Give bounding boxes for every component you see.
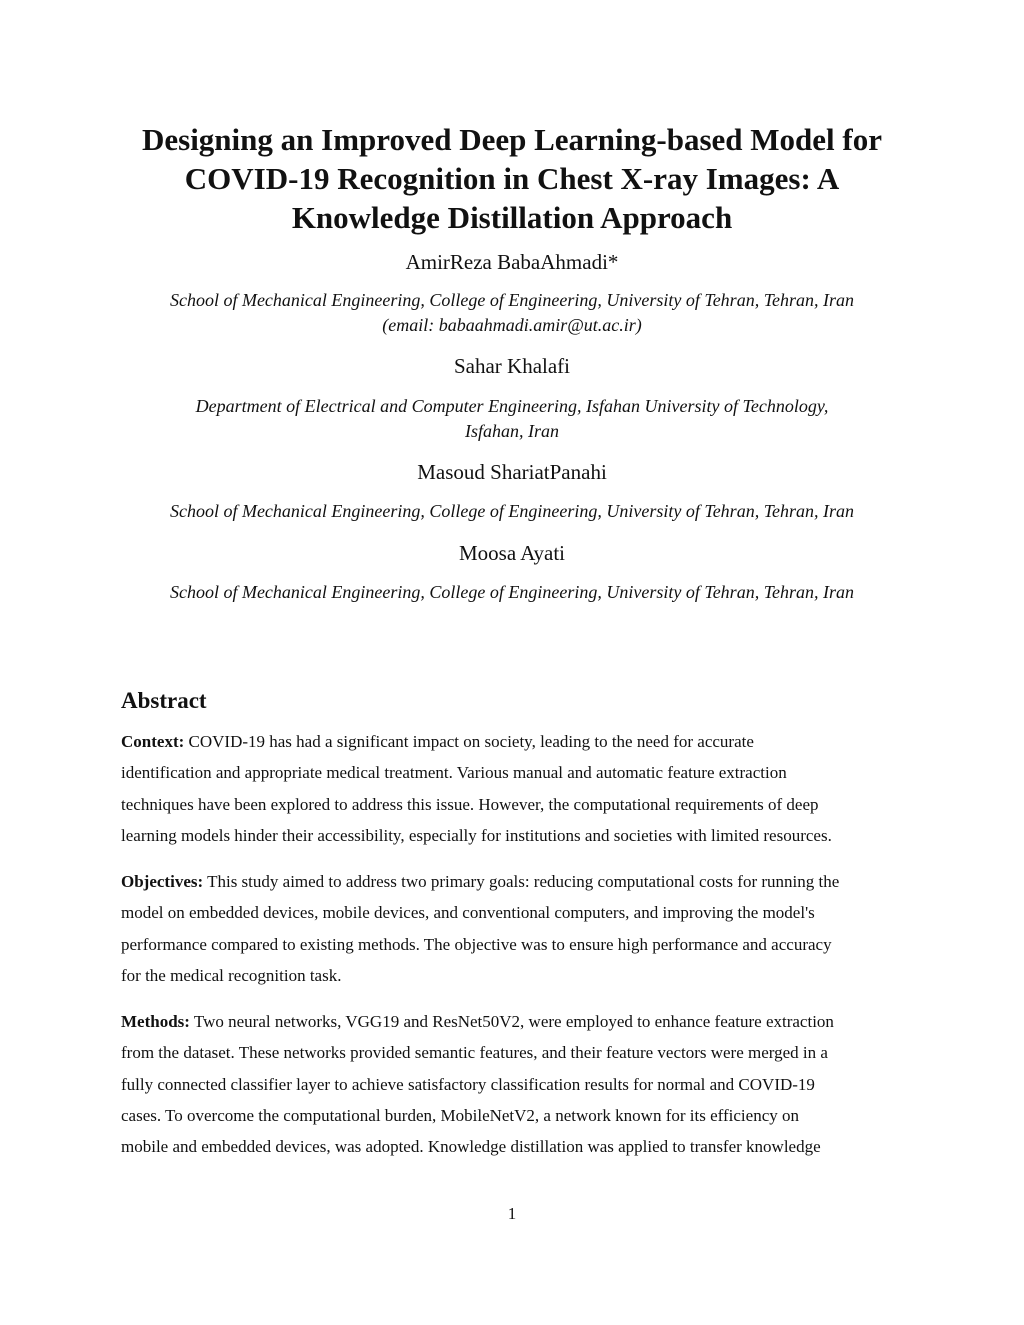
paragraph-line: learning models hinder their accessibility, especially for institutions and societies with limited resources. [121, 825, 832, 845]
line-text: COVID-19 has had a significant impact on society, leading to the need for accurate [184, 732, 754, 751]
page-number: 1 [507, 1204, 517, 1223]
section-label: Objectives: [121, 872, 204, 891]
section-label: Methods: [121, 1012, 190, 1031]
paragraph-line: performance compared to existing methods. The objective was to ensure high performance and accuracy [121, 934, 832, 954]
paragraph-line [121, 866, 911, 897]
paragraph-line: cases. To overcome the computational burden, MobileNetV2, a network known for its efficiency on [121, 1105, 799, 1125]
affiliation-line: Department of Electrical and Computer Engineering, Isfahan University of Technology, [195, 396, 829, 416]
affiliation-line: Isfahan, Iran [465, 421, 559, 441]
paragraph-line: model on embedded devices, mobile devices, and conventional computers, and improving the model's [121, 903, 815, 923]
paragraph-line: identification and appropriate medical treatment. Various manual and automatic feature extraction [121, 763, 787, 783]
abstract-methods-paragraph [121, 1006, 911, 1162]
title-line: COVID-19 Recognition in Chest X-ray Images: A [184, 161, 840, 196]
author-affiliation [100, 394, 924, 444]
paper-title [100, 120, 924, 237]
abstract-objectives-paragraph [121, 866, 911, 991]
author-name: Sahar Khalafi [453, 354, 571, 378]
abstract-context-paragraph [121, 726, 911, 851]
author-name: Masoud ShariatPanahi [417, 460, 607, 484]
abstract-heading: Abstract [121, 688, 207, 713]
paragraph-line: for the medical recognition task. [121, 965, 342, 985]
paragraph-line [121, 1006, 911, 1037]
affiliation-line: School of Mechanical Engineering, College of Engineering, University of Tehran, Tehran, Iran [169, 582, 855, 602]
line-text: Two neural networks, VGG19 and ResNet50V2, were employed to enhance feature extraction [189, 1012, 834, 1031]
affiliation-line: School of Mechanical Engineering, College of Engineering, University of Tehran, Tehran, Iran [169, 290, 855, 310]
author-affiliation [100, 288, 924, 338]
paragraph-line [121, 726, 911, 757]
author-name: Moosa Ayati [459, 541, 565, 565]
title-line: Designing an Improved Deep Learning-based Model for [141, 122, 882, 157]
paragraph-line: mobile and embedded devices, was adopted. Knowledge distillation was applied to transfer knowledge [121, 1137, 821, 1157]
section-label: Context: [121, 732, 185, 751]
author-name: AmirReza BabaAhmadi* [405, 250, 619, 274]
author-affiliation [100, 580, 924, 605]
title-line: Knowledge Distillation Approach [291, 200, 733, 235]
paragraph-line: from the dataset. These networks provided semantic features, and their feature vectors were merged in a [121, 1043, 828, 1063]
line-text: This study aimed to address two primary goals: reducing computational costs for running the [203, 872, 840, 891]
affiliation-line: School of Mechanical Engineering, College of Engineering, University of Tehran, Tehran, Iran [169, 501, 855, 521]
paragraph-line: fully connected classifier layer to achieve satisfactory classification results for normal and COVID-19 [121, 1074, 815, 1094]
paragraph-line: techniques have been explored to address this issue. However, the computational requirements of deep [121, 794, 819, 814]
author-email: (email: babaahmadi.amir@ut.ac.ir) [382, 315, 642, 335]
author-affiliation [100, 499, 924, 524]
